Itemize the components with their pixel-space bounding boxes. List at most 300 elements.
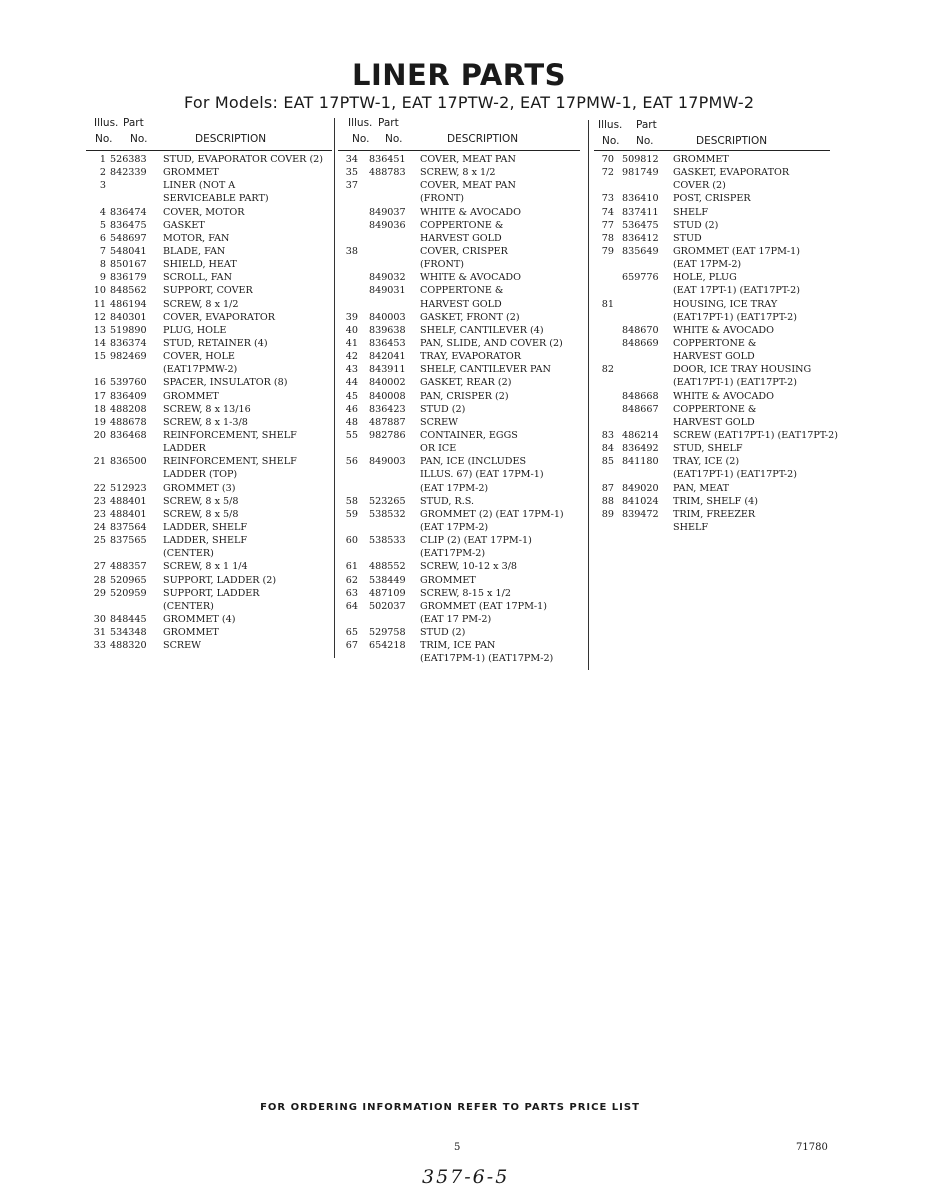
header-illus: Illus.	[598, 119, 623, 131]
part-row	[338, 508, 580, 521]
part-number: 486194	[110, 298, 147, 310]
part-row	[338, 429, 580, 442]
part-description: GASKET, REAR (2)	[420, 377, 512, 389]
part-row	[338, 416, 580, 429]
part-description: REINFORCEMENT, SHELF	[163, 429, 297, 441]
part-description: STUD, SHELF	[673, 443, 743, 455]
part-number: 841180	[622, 456, 659, 468]
parts-rows	[338, 151, 580, 665]
part-number: 534348	[110, 627, 147, 639]
part-description: COVER, HOLE	[163, 351, 235, 363]
illus-number: 6	[99, 232, 106, 244]
part-number: 982786	[369, 429, 406, 441]
part-description: COVER, MEAT PAN	[420, 180, 516, 192]
part-row	[86, 363, 332, 376]
part-description: TRAY, EVAPORATOR	[420, 351, 521, 363]
part-row	[594, 429, 839, 442]
part-number: 488357	[110, 561, 147, 573]
part-description: SCREW, 8 x 1 1/4	[163, 561, 248, 573]
part-description: GROMMET (3)	[163, 482, 236, 494]
part-row	[86, 403, 332, 416]
column-header	[338, 117, 580, 151]
models-subtitle: For Models: EAT 17PTW-1, EAT 17PTW-2, EAT 17PMW-1, EAT 17PMW-2	[184, 93, 755, 112]
header-description: DESCRIPTION	[447, 133, 519, 145]
part-row	[86, 153, 332, 166]
part-number: 849037	[369, 206, 406, 218]
part-description: SCROLL, FAN	[163, 272, 232, 284]
part-number: 836500	[110, 456, 147, 468]
part-row	[594, 271, 830, 284]
part-row	[86, 455, 332, 468]
part-row	[86, 324, 332, 337]
part-row	[594, 468, 830, 481]
illus-number: 73	[601, 193, 614, 205]
part-number: 539760	[110, 377, 147, 389]
part-row	[86, 206, 332, 219]
part-row	[338, 613, 580, 626]
part-description: (EAT 17PT-1) (EAT17PT-2)	[673, 285, 801, 297]
part-row	[86, 495, 332, 508]
illus-number: 15	[93, 351, 106, 363]
parts-rows	[86, 151, 332, 652]
part-row	[86, 626, 332, 639]
part-number: 836410	[622, 193, 659, 205]
part-row	[338, 600, 580, 613]
part-description: SCREW, 8 x 1/2	[420, 167, 496, 179]
part-description: GROMMET	[163, 627, 219, 639]
part-row	[594, 298, 830, 311]
part-description: SUPPORT, COVER	[163, 285, 253, 297]
part-row	[86, 482, 332, 495]
illus-number: 5	[99, 219, 106, 231]
part-row	[86, 179, 332, 192]
part-row	[338, 534, 580, 547]
illus-number: 59	[345, 508, 358, 520]
part-description: GROMMET	[163, 390, 219, 402]
part-row	[86, 521, 332, 534]
part-description: SHELF, CANTILEVER PAN	[420, 364, 551, 376]
illus-number: 83	[601, 429, 614, 441]
part-description: COVER, CRISPER	[420, 245, 508, 257]
part-number: 849036	[369, 219, 406, 231]
ordering-footer: FOR ORDERING INFORMATION REFER TO PARTS PRICE LIST	[260, 1102, 640, 1113]
part-row	[594, 495, 830, 508]
part-description: SCREW	[420, 416, 459, 428]
part-number: 836492	[622, 443, 659, 455]
header-part: Part	[378, 117, 399, 129]
illus-number: 55	[345, 429, 358, 441]
part-number: 849020	[622, 482, 659, 494]
part-row	[338, 324, 580, 337]
part-number: 836453	[369, 337, 406, 349]
part-number: 538533	[369, 535, 406, 547]
part-row	[86, 298, 332, 311]
illus-number: 10	[93, 285, 106, 297]
part-description: (EAT 17PM-2)	[673, 259, 742, 271]
part-description: (EAT17PT-1) (EAT17PT-2)	[673, 469, 797, 481]
illus-number: 45	[345, 390, 358, 402]
illus-number: 28	[93, 574, 106, 586]
illus-number: 42	[345, 351, 358, 363]
part-number: 837411	[622, 206, 659, 218]
part-description: HARVEST GOLD	[673, 351, 755, 363]
part-row	[338, 574, 580, 587]
part-row	[594, 192, 830, 205]
illus-number: 3	[99, 180, 106, 192]
part-description: (EAT17PT-1) (EAT17PT-2)	[673, 377, 797, 389]
part-description: SUPPORT, LADDER	[163, 587, 260, 599]
part-row	[86, 587, 332, 600]
illus-number: 84	[601, 443, 614, 455]
part-number: 848667	[622, 403, 659, 415]
part-row	[594, 337, 830, 350]
part-description: SERVICEABLE PART)	[163, 193, 269, 205]
part-number: 840002	[369, 377, 406, 389]
part-row	[338, 468, 580, 481]
part-number: 548041	[110, 245, 147, 257]
parts-rows	[594, 151, 839, 534]
part-description: STUD, RETAINER (4)	[163, 337, 268, 349]
illus-number: 35	[345, 167, 358, 179]
part-number: 519890	[110, 324, 147, 336]
part-number: 843911	[369, 364, 406, 376]
part-description: TRAY, ICE (2)	[673, 456, 740, 468]
part-description: HARVEST GOLD	[673, 416, 755, 428]
part-row	[86, 429, 332, 442]
part-description: DOOR, ICE TRAY HOUSING	[673, 364, 812, 376]
part-description: STUD (2)	[420, 403, 466, 415]
part-row	[338, 166, 580, 179]
illus-number: 56	[345, 456, 358, 468]
part-row	[338, 455, 580, 468]
part-description: SHELF	[673, 206, 708, 218]
illus-number: 63	[345, 587, 358, 599]
part-number: 488678	[110, 416, 147, 428]
illus-number: 27	[93, 561, 106, 573]
illus-number: 81	[601, 298, 614, 310]
part-number: 837564	[110, 521, 147, 533]
part-row	[338, 298, 580, 311]
part-number: 488552	[369, 561, 406, 573]
illus-number: 44	[345, 377, 358, 389]
part-number: 548697	[110, 232, 147, 244]
header-part-no: No.	[636, 135, 654, 147]
part-row	[86, 284, 332, 297]
part-description: CLIP (2) (EAT 17PM-1)	[420, 535, 532, 547]
illus-number: 33	[93, 640, 106, 652]
part-row	[86, 350, 332, 363]
part-number: 836179	[110, 272, 147, 284]
part-description: STUD (2)	[673, 219, 719, 231]
column-divider-1	[334, 118, 335, 658]
part-number: 488320	[110, 640, 147, 652]
part-description: (FRONT)	[420, 259, 465, 271]
illus-number: 82	[601, 364, 614, 376]
part-row	[86, 442, 332, 455]
part-description: WHITE & AVOCADO	[673, 390, 774, 402]
part-number: 836468	[110, 429, 147, 441]
part-number: 848670	[622, 324, 659, 336]
illus-number: 16	[93, 377, 106, 389]
part-row	[594, 442, 830, 455]
illus-number: 38	[345, 245, 358, 257]
part-description: MOTOR, FAN	[163, 232, 230, 244]
part-row	[86, 468, 332, 481]
illus-number: 18	[93, 403, 106, 415]
header-part-no: No.	[385, 133, 403, 145]
part-row	[594, 350, 830, 363]
illus-number: 89	[601, 508, 614, 520]
part-number: 529758	[369, 627, 406, 639]
column-header	[86, 117, 332, 151]
part-number: 842041	[369, 351, 406, 363]
header-no: No.	[95, 133, 113, 145]
part-number: 502037	[369, 600, 406, 612]
header-illus: Illus.	[348, 117, 373, 129]
part-number: 982469	[110, 351, 147, 363]
part-number: 659776	[622, 272, 659, 284]
part-description: LADDER (TOP)	[163, 469, 238, 481]
part-row	[86, 534, 332, 547]
part-row	[338, 284, 580, 297]
illus-number: 39	[345, 311, 358, 323]
part-number: 836374	[110, 337, 147, 349]
part-row	[86, 311, 332, 324]
page-title: LINER PARTS	[351, 58, 566, 92]
part-row	[338, 560, 580, 573]
part-number: 488401	[110, 508, 147, 520]
header-description: DESCRIPTION	[195, 133, 267, 145]
part-row	[86, 416, 332, 429]
part-row	[86, 600, 332, 613]
part-description: SCREW (EAT17PT-1) (EAT17PT-2)	[673, 429, 839, 441]
part-description: SHELF, CANTILEVER (4)	[420, 324, 544, 336]
part-number: 520965	[110, 574, 147, 586]
part-description: WHITE & AVOCADO	[673, 324, 774, 336]
part-description: COVER (2)	[673, 180, 726, 192]
illus-number: 29	[93, 587, 106, 599]
part-description: BLADE, FAN	[163, 245, 226, 257]
part-number: 488208	[110, 403, 147, 415]
part-description: SUPPORT, LADDER (2)	[163, 574, 277, 586]
part-description: SCREW, 8-15 x 1/2	[420, 587, 511, 599]
part-number: 523265	[369, 495, 406, 507]
part-description: SCREW, 8 x 13/16	[163, 403, 251, 415]
part-number: 841024	[622, 495, 659, 507]
illus-number: 2	[99, 167, 106, 179]
part-description: HARVEST GOLD	[420, 298, 502, 310]
part-description: GROMMET (EAT 17PM-1)	[420, 600, 548, 612]
part-row	[86, 337, 332, 350]
illus-number: 58	[345, 495, 358, 507]
part-number: 654218	[369, 640, 406, 652]
part-row	[86, 232, 332, 245]
illus-number: 22	[93, 482, 106, 494]
part-description: LADDER, SHELF	[163, 521, 247, 533]
part-row	[338, 179, 580, 192]
illus-number: 67	[345, 640, 358, 652]
part-number: 836451	[369, 154, 406, 165]
part-description: SCREW	[163, 640, 202, 652]
part-number: 538449	[369, 574, 406, 586]
part-number: 487887	[369, 416, 406, 428]
part-description: CONTAINER, EGGS	[420, 429, 518, 441]
part-row	[338, 652, 580, 665]
part-description: SCREW, 8 x 5/8	[163, 495, 239, 507]
part-description: TRIM, SHELF (4)	[673, 495, 758, 507]
part-description: SHELF	[673, 521, 708, 533]
document-code: 71780	[796, 1142, 828, 1153]
part-number: 840008	[369, 390, 406, 402]
part-row	[338, 547, 580, 560]
illus-number: 31	[93, 627, 106, 639]
handwritten-note: 357-6-5	[422, 1166, 510, 1188]
part-number: 849032	[369, 272, 406, 284]
part-description: GROMMET	[163, 167, 219, 179]
part-description: (EAT17PMW-2)	[163, 364, 238, 376]
part-number: 840301	[110, 311, 147, 323]
part-description: COPPERTONE &	[673, 403, 757, 415]
part-description: PAN, CRISPER (2)	[420, 390, 509, 402]
illus-number: 30	[93, 613, 106, 625]
part-description: SCREW, 8 x 1-3/8	[163, 416, 248, 428]
part-description: (EAT17PM-1) (EAT17PM-2)	[420, 653, 554, 665]
part-row	[338, 153, 580, 166]
illus-number: 64	[345, 600, 358, 612]
header-no: No.	[602, 135, 620, 147]
part-row	[594, 284, 830, 297]
part-description: OR ICE	[420, 443, 457, 455]
illus-number: 34	[345, 154, 358, 165]
part-description: TRIM, FREEZER	[673, 508, 756, 520]
part-description: SPACER, INSULATOR (8)	[163, 377, 288, 389]
part-row	[594, 232, 830, 245]
part-description: LINER (NOT A	[163, 180, 236, 192]
part-description: GROMMET (EAT 17PM-1)	[673, 245, 801, 257]
part-number: 509812	[622, 154, 659, 165]
illus-number: 78	[601, 232, 614, 244]
part-description: STUD (2)	[420, 627, 466, 639]
part-description: GROMMET (4)	[163, 613, 236, 625]
part-row	[594, 311, 830, 324]
part-row	[86, 639, 332, 652]
illus-number: 41	[345, 337, 358, 349]
part-description: COVER, MEAT PAN	[420, 154, 516, 165]
header-description: DESCRIPTION	[696, 135, 768, 147]
illus-number: 12	[93, 311, 106, 323]
part-description: WHITE & AVOCADO	[420, 206, 521, 218]
part-description: (EAT17PM-2)	[420, 548, 486, 560]
illus-number: 24	[93, 521, 106, 533]
part-row	[86, 192, 332, 205]
part-description: HOUSING, ICE TRAY	[673, 298, 778, 310]
part-description: (CENTER)	[163, 548, 214, 560]
illus-number: 4	[99, 206, 106, 218]
illus-number: 37	[345, 180, 358, 192]
part-description: LADDER	[163, 443, 206, 455]
part-row	[338, 206, 580, 219]
part-number: 538532	[369, 508, 406, 520]
part-description: TRIM, ICE PAN	[420, 640, 496, 652]
part-description: STUD	[673, 232, 702, 244]
part-number: 842339	[110, 167, 147, 179]
illus-number: 40	[345, 324, 358, 336]
part-description: COVER, EVAPORATOR	[163, 311, 275, 323]
part-row	[338, 337, 580, 350]
illus-number: 43	[345, 364, 358, 376]
part-description: LADDER, SHELF	[163, 535, 247, 547]
part-row	[338, 403, 580, 416]
part-row	[86, 376, 332, 389]
part-description: STUD, EVAPORATOR COVER (2)	[163, 154, 324, 165]
part-row	[338, 192, 580, 205]
illus-number: 85	[601, 456, 614, 468]
illus-number: 11	[93, 298, 106, 310]
part-row	[86, 219, 332, 232]
header-illus: Illus.	[94, 117, 119, 129]
illus-number: 21	[93, 456, 106, 468]
part-row	[594, 166, 830, 179]
part-row	[338, 232, 580, 245]
part-row	[338, 626, 580, 639]
part-row	[338, 495, 580, 508]
part-row	[594, 179, 830, 192]
part-number: 526383	[110, 154, 147, 165]
part-row	[338, 587, 580, 600]
part-description: GASKET, FRONT (2)	[420, 311, 520, 323]
part-description: PLUG, HOLE	[163, 324, 227, 336]
header-part-no: No.	[130, 133, 148, 145]
part-row	[594, 153, 830, 166]
part-number: 849003	[369, 456, 406, 468]
part-row	[338, 482, 580, 495]
illus-number: 87	[601, 482, 614, 494]
illus-number: 23	[93, 508, 106, 520]
part-row	[594, 482, 830, 495]
part-number: 488783	[369, 167, 406, 179]
part-number: 849031	[369, 285, 406, 297]
part-description: COPPERTONE &	[420, 219, 504, 231]
part-number: 487109	[369, 587, 406, 599]
header-part: Part	[123, 117, 144, 129]
illus-number: 17	[93, 390, 106, 402]
part-number: 536475	[622, 219, 659, 231]
part-row	[86, 508, 332, 521]
part-description: PAN, MEAT	[673, 482, 730, 494]
part-description: WHITE & AVOCADO	[420, 272, 521, 284]
part-row	[86, 547, 332, 560]
part-row	[338, 311, 580, 324]
part-number: 836475	[110, 219, 147, 231]
part-row	[338, 390, 580, 403]
part-row	[594, 258, 830, 271]
part-description: (EAT 17PM-2)	[420, 482, 489, 494]
part-row	[594, 508, 830, 521]
part-row	[594, 245, 830, 258]
illus-number: 72	[601, 167, 614, 179]
illus-number: 25	[93, 535, 106, 547]
part-description: SCREW, 8 x 1/2	[163, 298, 239, 310]
illus-number: 13	[93, 324, 106, 336]
header-no: No.	[352, 133, 370, 145]
part-description: POST, CRISPER	[673, 193, 751, 205]
part-row	[594, 403, 830, 416]
part-row	[594, 206, 830, 219]
part-row	[338, 363, 580, 376]
part-description: (EAT17PT-1) (EAT17PT-2)	[673, 311, 797, 323]
part-row	[86, 613, 332, 626]
part-description: (CENTER)	[163, 600, 214, 612]
